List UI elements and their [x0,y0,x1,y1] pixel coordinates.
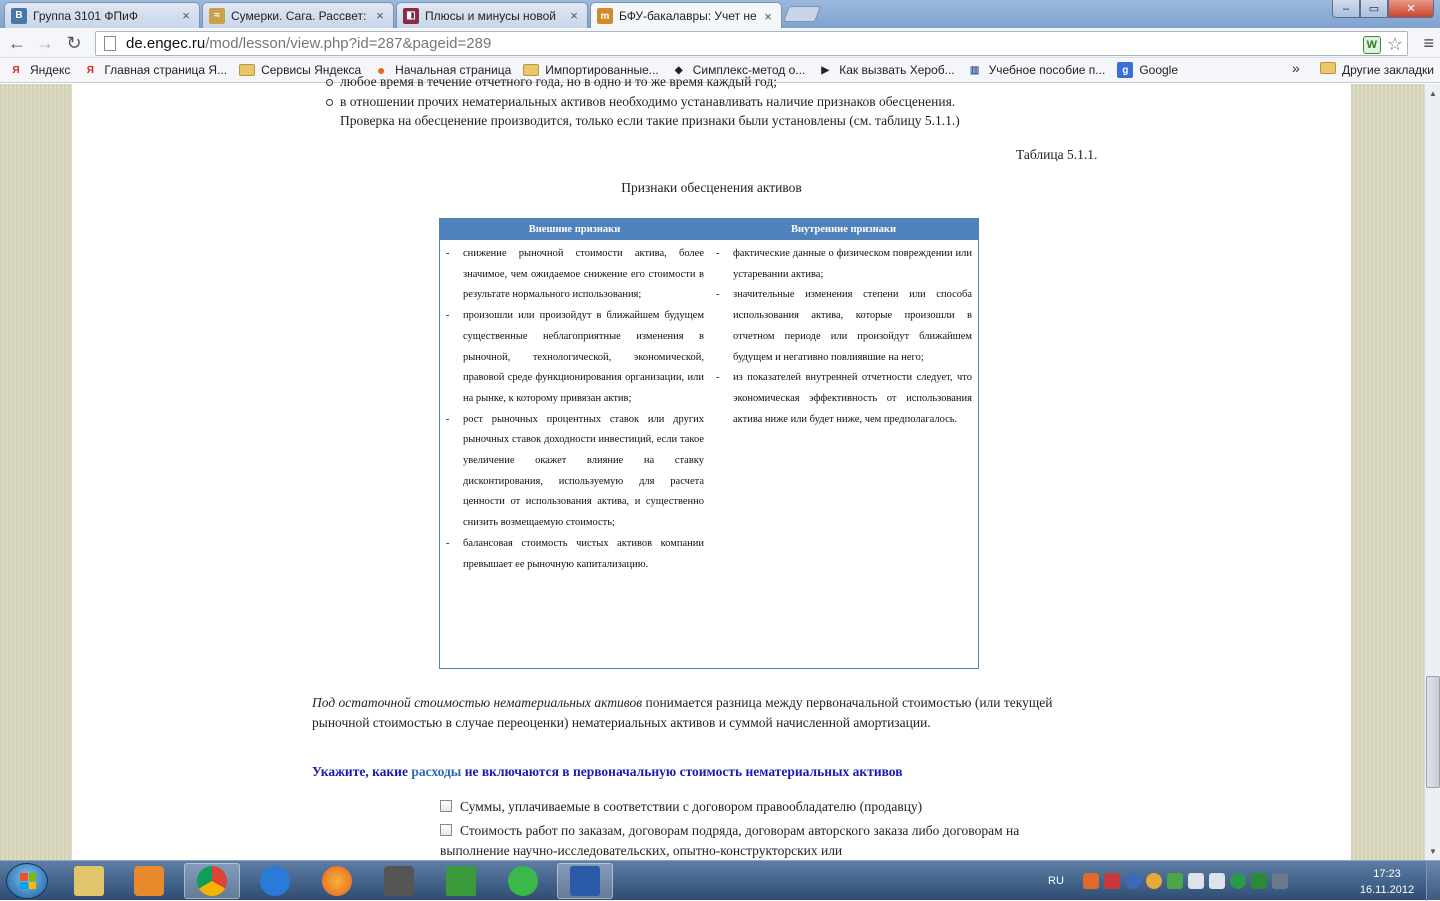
google-icon: g [1117,62,1133,78]
tray-alert-icon[interactable] [1146,873,1162,889]
bookmark-label: Как вызвать Хероб... [839,63,955,77]
page-background-right [1351,84,1424,860]
back-button[interactable]: ← [8,32,26,53]
yandex-icon: Я [86,64,94,76]
taskbar-chrome[interactable] [184,863,240,899]
lesson-page [72,74,1351,860]
option-label: Стоимость работ по заказам, договорам подряда, договорам авторского заказа либо договорам на выполнение научно-исследовательских, опытно-конструкторских или [440,823,1020,858]
bookmark-label: Главная страница Я... [104,63,228,77]
table-title: Признаки обесценения активов [621,180,802,195]
tanks-icon [384,866,414,896]
flag-icon[interactable] [1188,873,1204,889]
bookmark-other[interactable] [1320,62,1434,77]
bookmark-label: Google [1139,63,1179,77]
site-icon: ◧ [403,8,419,24]
page-viewport [0,74,1424,860]
clock-time: 17:23 [1373,868,1401,880]
close-icon[interactable]: × [182,8,190,23]
scroll-down-icon[interactable]: ▼ [1429,846,1437,856]
system-tray [1048,861,1288,901]
taskbar-word[interactable] [557,863,613,899]
answer-option-1[interactable] [440,797,1060,817]
header-external: Внешние признаки [528,224,621,235]
taskbar-minecraft[interactable] [433,863,489,899]
close-icon[interactable]: × [376,8,384,23]
word-icon [570,866,600,896]
definition-paragraph [312,693,1112,732]
moodle-icon: m [597,8,613,24]
question-text [312,764,903,780]
minecraft-icon [446,866,476,896]
tab-twilight[interactable] [202,2,394,28]
mail-agent-icon [508,866,538,896]
book-icon: ▥ [969,64,980,76]
folder-icon [239,62,255,78]
bookmark-label: Симплекс-метод о... [692,63,806,77]
language-indicator[interactable]: RU [1048,875,1064,887]
bookmark-label: Яндекс [30,63,71,77]
folder-icon [1320,62,1336,77]
new-tab-button[interactable] [783,6,821,22]
bookmark-label: Сервисы Яндекса [261,63,362,77]
tab-bfu-active[interactable] [590,2,782,29]
media-player-icon [134,866,164,896]
answer-checkbox[interactable] [440,800,452,812]
taskbar-explorer[interactable] [61,863,117,899]
bookmark-label: Импортированные... [545,63,659,77]
windows-logo-icon [20,873,36,889]
clock-date: 16.11.2012 [1359,884,1415,896]
internal-signs-column [710,240,978,575]
network-icon[interactable] [1272,873,1288,889]
browser-titlebar [0,0,1440,28]
yandex-icon: Я [12,64,20,76]
minimize-button[interactable]: – [1332,0,1360,18]
tab-label: Сумерки. Сага. Рассвет: [231,8,367,23]
bookmark-google[interactable] [1117,62,1178,78]
table-body [440,240,978,575]
table-row: - значительные изменения степени или способа использования актива, которые произошли в отчетном периоде или произойдут ближайшем будущем и негативно повлиявшие на него; [716,285,972,368]
internet-explorer-icon [260,866,290,896]
taskbar-world-of-tanks[interactable] [371,863,427,899]
scroll-up-icon[interactable]: ▲ [1429,88,1437,98]
site-icon: ≈ [209,8,225,24]
answer-checkbox[interactable] [440,824,452,836]
table-row: - рост рыночных процентных ставок или других рыночных ставок доходности инвестиций, если такое увеличение окажет влияние на ставку дисконтирования, используемую для расчета ценности от использования актива, и существенно снизить возмещаемую стоимость; [446,410,704,534]
tab-label: Плюсы и минусы новой [425,8,556,23]
close-icon[interactable]: × [570,8,578,23]
start-button[interactable] [6,863,48,899]
bookmark-star-icon[interactable]: ☆ [1386,34,1403,54]
list-item-text: Проверка на обесценение производится, только если такие признаки были установлены (см. таблицу 5.1.1.) [340,113,960,128]
extension-icon[interactable]: W [1363,36,1381,54]
option-label: Суммы, уплачиваемые в соответствии с договором правообладателю (продавцу) [460,799,923,814]
bookmark-yandex[interactable] [8,62,70,78]
question-part: не включаются в первоначальную стоимость нематериальных активов [461,764,903,779]
question-keyword: расходы [411,764,462,779]
answer-option-2[interactable] [440,821,1060,860]
tab-vk-group[interactable] [4,2,200,28]
bullet-list [340,72,1100,131]
maximize-button[interactable]: ▭ [1360,0,1388,18]
table-row: - снижение рыночной стоимости актива, более значимое, чем ожидаемое снижение его стоимости в результате нормального использования; [446,244,704,306]
table-row: - из показателей внутренней отчетности следует, что экономическая эффективность от использования актива ниже или будет ниже, чем предполагалось. [716,368,972,430]
table-row: - балансовая стоимость чистых активов компании превышает ее рыночную капитализацию. [446,534,704,575]
bookmark-label: Учебное пособие п... [988,63,1106,77]
tray-download-icon[interactable] [1125,873,1141,889]
table-header [440,219,978,240]
tab-pros-cons[interactable] [396,2,588,28]
firefox-icon [322,866,352,896]
table-row: - фактические данные о физическом повреждении или устаревании актива; [716,244,972,285]
question-part: Укажите, какие [312,764,412,779]
firefox-icon: ● [376,62,386,78]
tray-app-icon[interactable] [1104,873,1120,889]
bookmark-label: Другие закладки [1342,62,1434,77]
close-window-button[interactable]: ✕ [1388,0,1434,18]
header-internal: Внутренние признаки [790,224,897,235]
graduation-cap-icon: ◆ [674,64,683,76]
show-desktop-button[interactable] [1426,861,1440,901]
taskbar-clock[interactable] [1354,866,1420,898]
impairment-signs-table [439,218,979,669]
page-icon [104,36,116,51]
volume-icon[interactable] [1209,873,1225,889]
tray-app-icon[interactable] [1251,873,1267,889]
tab-label: Группа 3101 ФПиФ [33,8,138,23]
tray-app-icon[interactable] [1083,873,1099,889]
chrome-icon [197,866,227,896]
external-signs-column [440,240,710,575]
list-item [340,92,1100,131]
taskbar-mail-agent[interactable] [495,863,551,899]
reload-button[interactable]: ↻ [66,32,82,53]
window-controls [1332,0,1434,18]
list-item-text: в отношении прочих нематериальных активов необходимо устанавливать наличие признаков обесценения. [340,93,956,109]
table-row: - произошли или произойдут в ближайшем будущем существенные неблагоприятные изменения в рыночной, технологической, экономической, правовой среде функционирования организации, или на рынке, к которому привязан актив; [446,306,704,410]
browser-toolbar [0,28,1440,58]
taskbar-media-player[interactable] [121,863,177,899]
forward-button[interactable]: → [36,32,54,53]
bookmark-label: Начальная страница [395,63,512,77]
tray-app-icon[interactable] [1167,873,1183,889]
taskbar-internet-explorer[interactable] [247,863,303,899]
menu-icon[interactable]: ≡ [1423,33,1434,53]
folder-icon [74,866,104,896]
address-bar[interactable] [95,31,1408,56]
url-host: de.engec.ru [126,35,206,52]
table-reference: Таблица 5.1.1. [1016,147,1098,162]
tray-torrent-icon[interactable] [1230,873,1246,889]
vk-icon: В [11,8,27,24]
scrollbar-thumb[interactable] [1426,676,1440,788]
bookmark-yandex-home[interactable] [82,62,227,78]
taskbar-firefox[interactable] [309,863,365,899]
list-item: любое время в течение отчетного года, но в одно и то же время каждый год; [340,72,1100,92]
windows-taskbar [0,860,1440,900]
definition-term: Под остаточной стоимостью нематериальных активов [312,695,643,710]
tab-label: БФУ-бакалавры: Учет не [619,9,757,23]
bookmarks-overflow-icon[interactable]: » [1292,60,1300,76]
vertical-scrollbar[interactable] [1424,84,1440,860]
url-path: /mod/lesson/view.php?id=287&pageid=289 [205,35,492,52]
page-background-left [0,84,72,860]
close-icon[interactable]: × [764,8,772,24]
definition-text: понимается разница между первоначальной стоимостью (или текущей рыночной стоимостью в случае переоценки) нематериальных активов и суммой начисленной амортизации. [312,695,1053,730]
video-icon: ▶ [821,64,830,76]
